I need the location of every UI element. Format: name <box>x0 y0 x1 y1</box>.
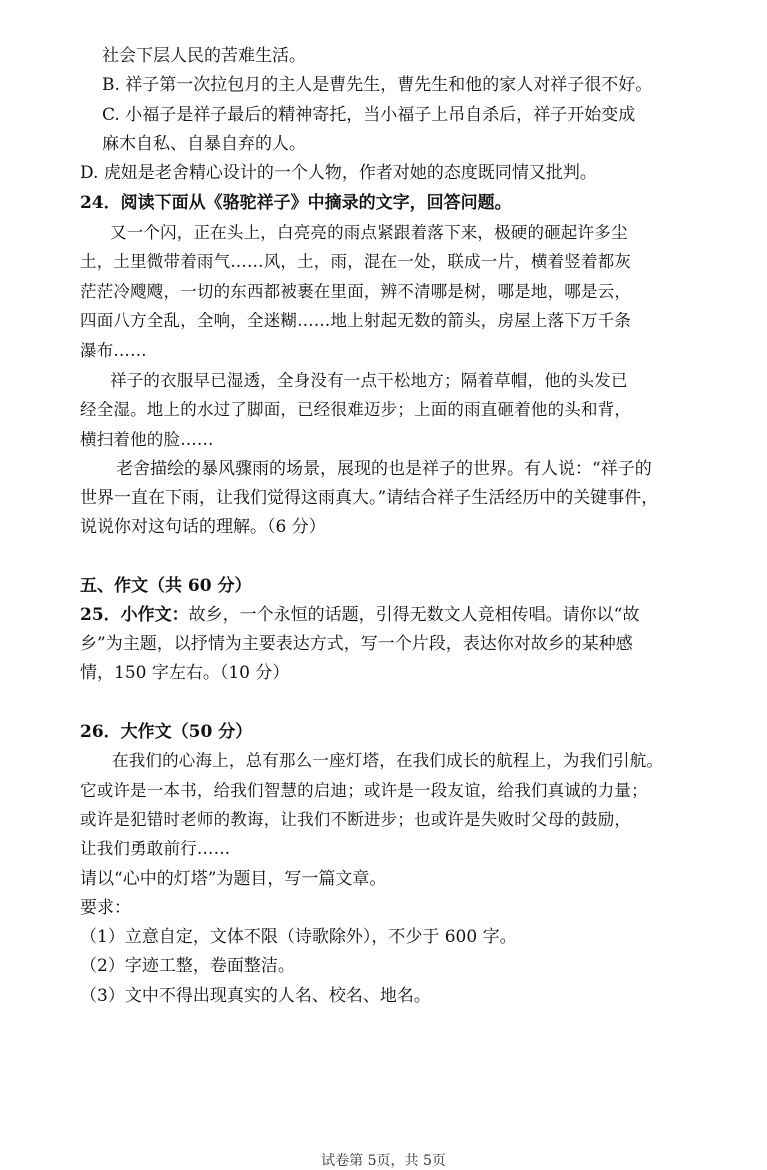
q26-prompt-line: 让我们勇敢前行…… <box>80 839 231 858</box>
q24-passage2-line: 横扫着他的脸…… <box>80 430 214 449</box>
q23-option-b: B. 祥子第一次拉包月的主人是曹先生，曹先生和他的家人对祥子很不好。 <box>102 75 653 95</box>
section5-title: 五、作文（共 60 分） <box>80 576 252 596</box>
q24-heading: 24．阅读下面从《骆驼祥子》中摘录的文字，回答问题。 <box>80 193 512 213</box>
q25-text: 故乡，一个永恒的话题，引得无数文人竞相传唱。请你以“故 <box>188 605 640 625</box>
q26-requirement: （2）字迹工整，卷面整洁。 <box>80 956 295 976</box>
q25-line1 <box>80 604 639 626</box>
q25-line3: 情，150 字左右。（10 分） <box>80 663 290 683</box>
q25-line2: 乡”为主题，以抒情为主要表达方式，写一个片段，表达你对故乡的某种感 <box>80 634 633 654</box>
q23-option-d: D. 虎妞是老舍精心设计的一个人物，作者对她的态度既同情又批判。 <box>80 163 597 183</box>
q23-option-c-line1: C. 小福子是祥子最后的精神寄托，当小福子上吊自杀后，祥子开始变成 <box>102 105 636 125</box>
q24-passage1-line: 又一个闪，正在头上，白亮亮的雨点紧跟着落下来，极硬的砸起许多尘 <box>110 223 628 242</box>
q26-prompt-line: 或许是犯错时老师的教诲，让我们不断进步；也或许是失败时父母的鼓励， <box>80 810 632 829</box>
q24-passage1-line: 瀑布…… <box>80 341 147 360</box>
q23-option-c-line2: 麻木自私、自暴自弃的人。 <box>102 134 306 154</box>
q26-task: 请以“心中的灯塔”为题目，写一篇文章。 <box>80 869 387 889</box>
q26-requirement: （1）立意自定，文体不限（诗歌除外），不少于 600 字。 <box>80 927 517 947</box>
q23-option-a-continuation: 社会下层人民的苦难生活。 <box>102 46 306 66</box>
q24-passage2-line: 祥子的衣服早已湿透，全身没有一点干松地方；隔着草帽，他的头发已 <box>110 371 628 390</box>
q24-question-line: 说说你对这句话的理解。（6 分） <box>80 517 326 537</box>
q26-prompt-line: 它或许是一本书，给我们智慧的启迪；或许是一段友谊，给我们真诚的力量； <box>80 781 648 800</box>
q24-passage1-line: 土，土里微带着雨气……风，土，雨，混在一处，联成一片，横着竖着都灰 <box>80 252 632 271</box>
q26-prompt-line: 在我们的心海上，总有那么一座灯塔，在我们成长的航程上，为我们引航。 <box>112 751 664 770</box>
q24-passage1-line: 茫茫冷飕飕，一切的东西都被裹在里面，辨不清哪是树，哪是地，哪是云， <box>80 282 632 301</box>
q24-question-line: 世界一直在下雨，让我们觉得这雨真大。”请结合祥子生活经历中的关键事件， <box>80 488 659 508</box>
q24-passage2-line: 经全湿。地上的水过了脚面，已经很难迈步；上面的雨直砸着他的头和背， <box>80 400 632 419</box>
q24-passage1-line: 四面八方全乱，全响，全迷糊……地上射起无数的箭头，房屋上落下万千条 <box>80 311 632 330</box>
q24-question-line: 老舍描绘的暴风骤雨的场景，展现的也是祥子的世界。有人说：“祥子的 <box>116 459 652 479</box>
q26-heading: 26．大作文（50 分） <box>80 722 253 742</box>
q26-requirement: （3）文中不得出现真实的人名、校名、地名。 <box>80 986 431 1006</box>
q26-requirements-label: 要求： <box>80 898 131 918</box>
q25-label: 25．小作文： <box>80 605 189 625</box>
page-footer: 试卷第 5页，共 5页 <box>321 1153 446 1169</box>
